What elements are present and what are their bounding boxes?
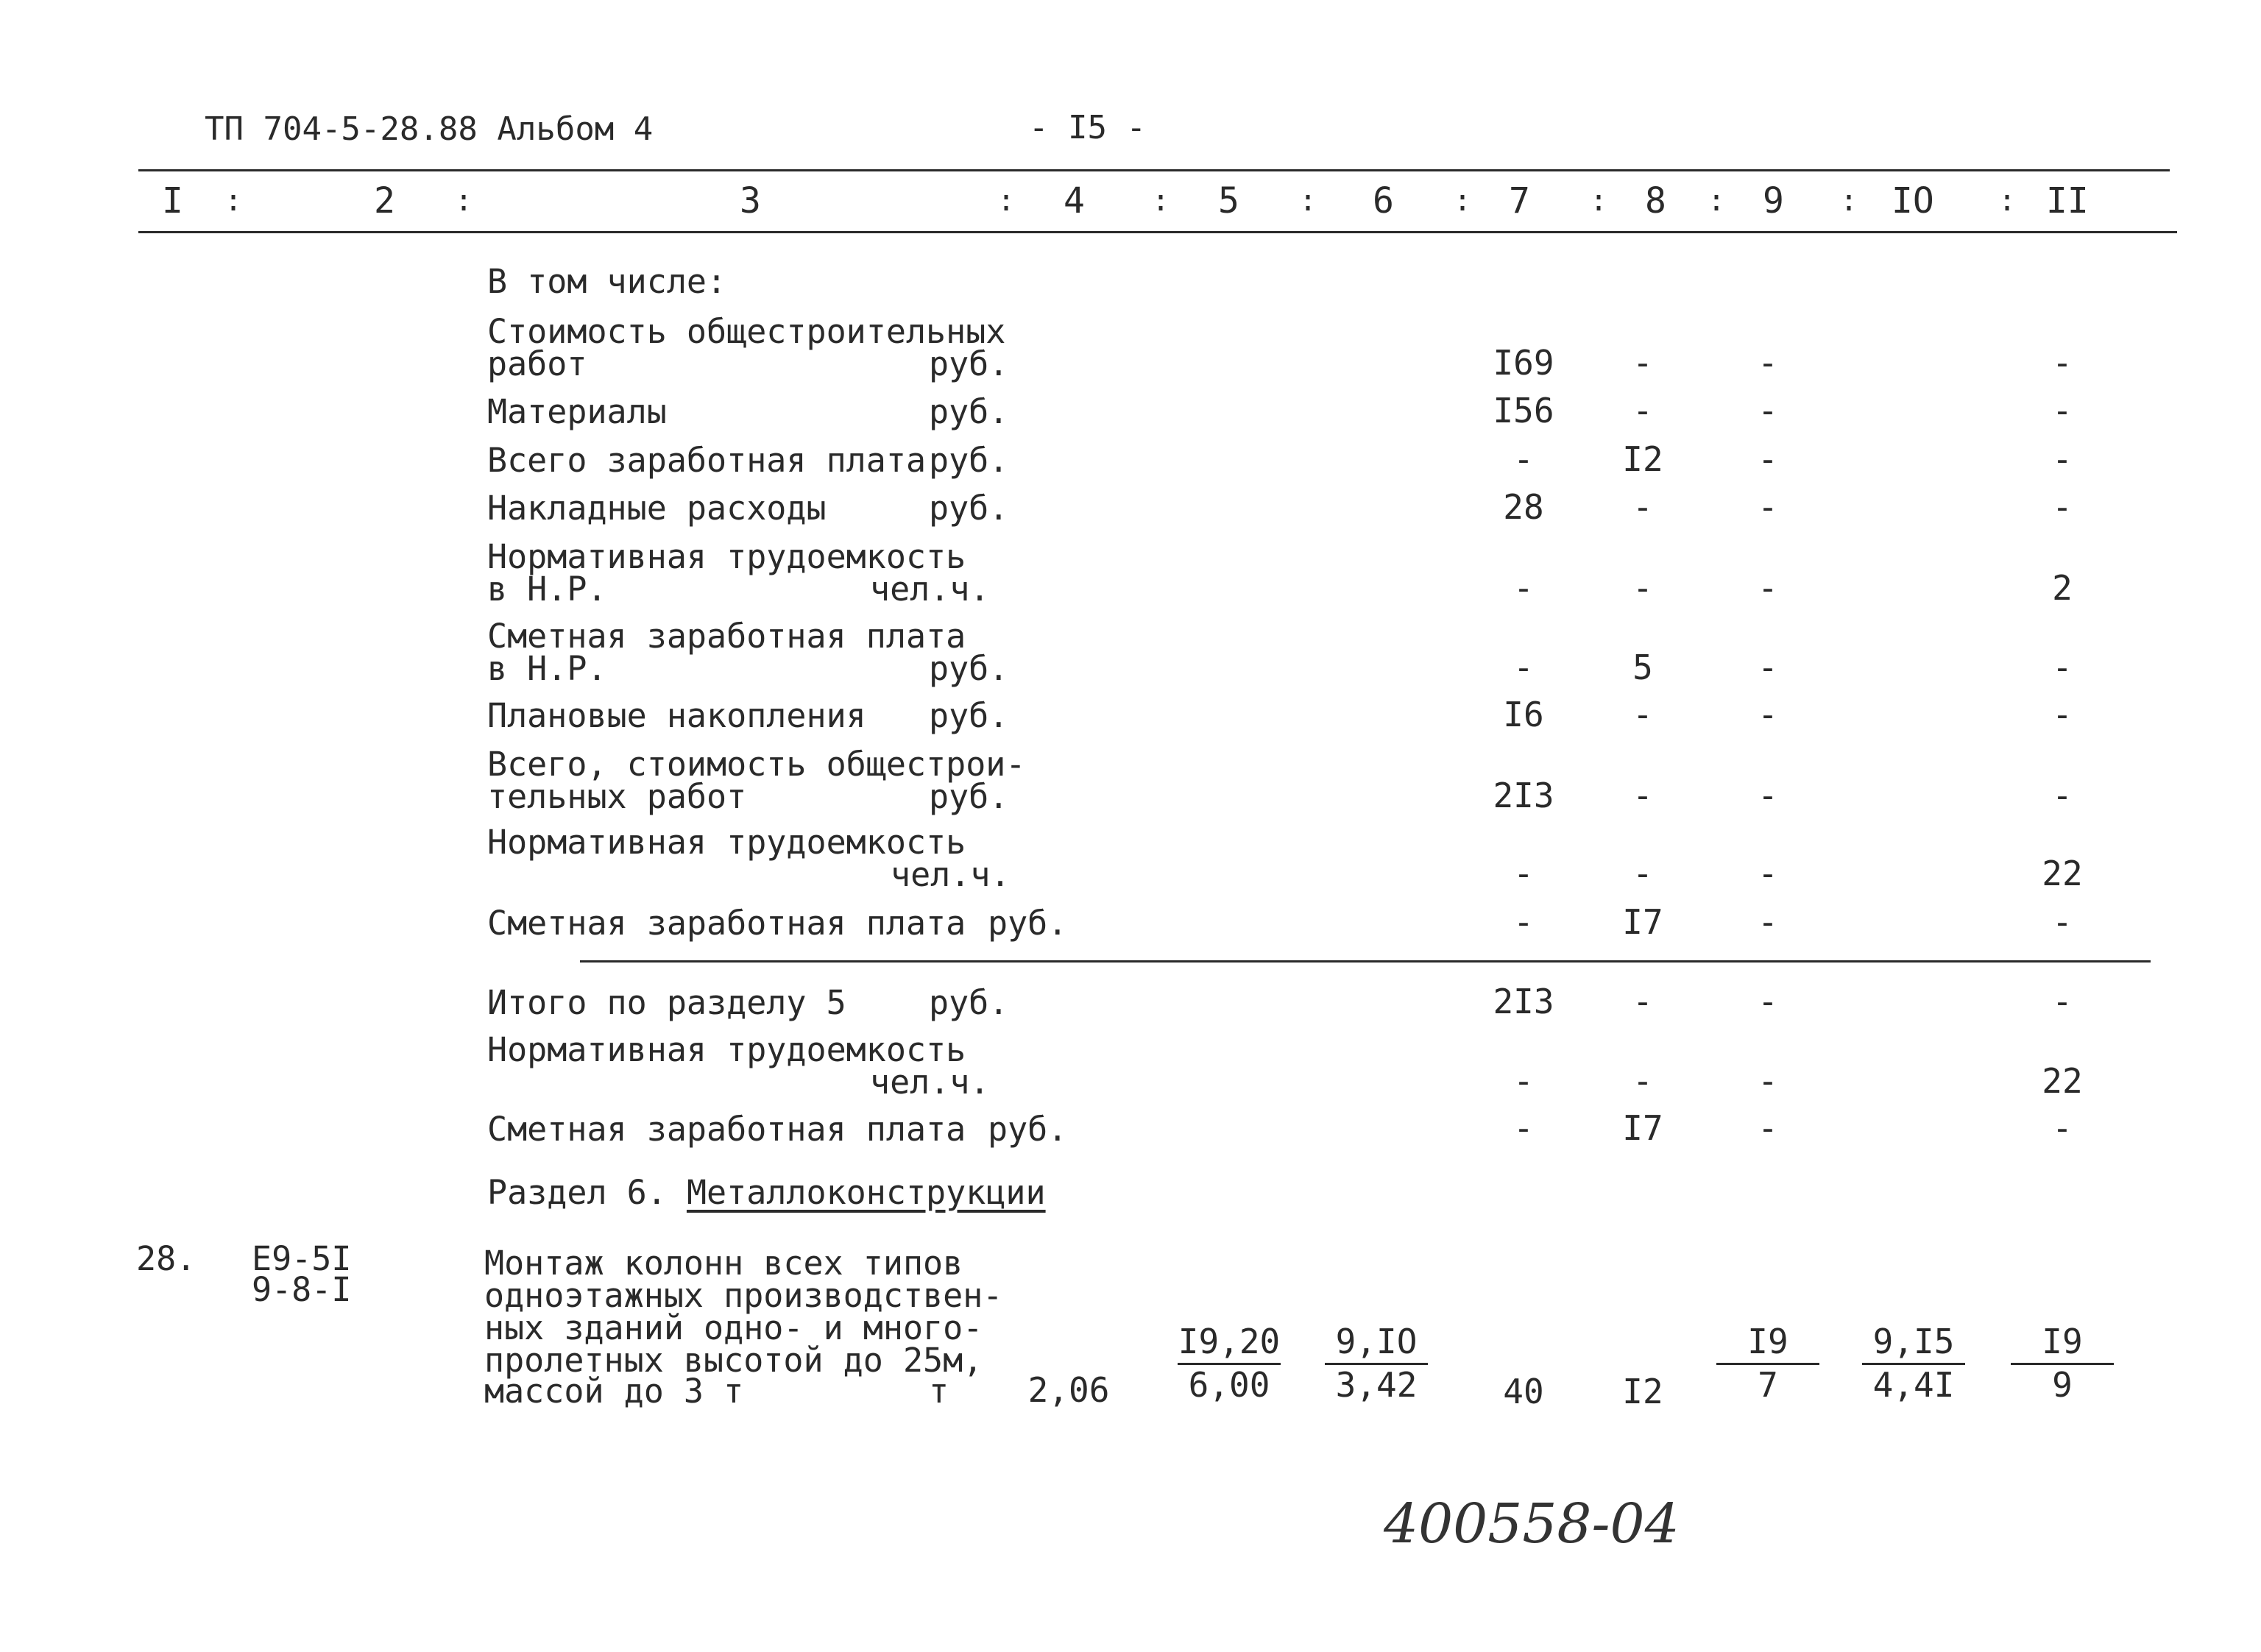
section-title <box>487 1173 1046 1212</box>
row-label: Всего, стоимость общестрои- <box>487 745 1026 784</box>
cell-col8: - <box>1632 568 1653 608</box>
col-header-11: II <box>2046 180 2089 221</box>
col-separator: : <box>1299 184 1317 218</box>
row-label: Нормативная трудоемкость <box>487 537 966 576</box>
item-col5 <box>1178 1322 1281 1405</box>
item-code: 9-8-I <box>252 1270 352 1309</box>
col-header-10: IO <box>1892 180 1934 221</box>
row-label: Всего заработная плата <box>487 441 927 480</box>
total-label: Итого по разделу 5 <box>487 983 846 1022</box>
row-label: Накладные расходы <box>487 489 827 528</box>
cell-col11: - <box>2052 487 2073 527</box>
total-col9: - <box>1758 982 1778 1021</box>
item-col9-bottom: 7 <box>1758 1365 1778 1405</box>
total-col9: - <box>1758 1061 1778 1101</box>
row-unit: руб. <box>988 904 1068 943</box>
cell-col11: - <box>2052 439 2073 479</box>
cell-col8: - <box>1632 391 1653 430</box>
row-unit: руб. <box>929 696 1009 735</box>
cell-col9: - <box>1758 648 1778 687</box>
item-col11 <box>2011 1322 2114 1405</box>
item-col11-top: I9 <box>2011 1322 2114 1365</box>
cell-col7: - <box>1513 439 1534 479</box>
cell-col11: - <box>2052 343 2073 383</box>
cell-col7: I56 <box>1493 391 1554 430</box>
item-desc-line: Монтаж колонн всех типов <box>484 1244 963 1283</box>
item-col6-bottom: 3,42 <box>1335 1365 1418 1405</box>
col-separator: : <box>1840 184 1858 218</box>
row-unit: руб. <box>929 777 1009 816</box>
row-label: Нормативная трудоемкость <box>487 823 966 862</box>
item-col9 <box>1716 1322 1819 1405</box>
handwritten-inventory-number: 400558-04 <box>1384 1492 1680 1556</box>
cell-col7: 2I3 <box>1493 776 1554 815</box>
col-separator: : <box>997 184 1016 218</box>
cell-col9: - <box>1758 391 1778 430</box>
row-unit: руб. <box>929 441 1009 480</box>
row-label: Плановые накопления <box>487 696 866 735</box>
cell-col9: - <box>1758 854 1778 893</box>
item-code: Е9-5I <box>252 1239 352 1278</box>
row-label: тельных работ <box>487 777 747 816</box>
item-col5-bottom: 6,00 <box>1188 1365 1270 1405</box>
col-header-6: 6 <box>1373 180 1394 221</box>
col-header-2: 2 <box>374 180 395 221</box>
cell-col9: - <box>1758 343 1778 383</box>
item-number: 28. <box>136 1239 197 1278</box>
cell-col7: I6 <box>1503 695 1544 734</box>
cell-col11: - <box>2052 902 2073 942</box>
total-col8: I7 <box>1622 1108 1663 1148</box>
cell-col7: - <box>1513 902 1534 942</box>
item-col10-top: 9,I5 <box>1862 1322 1965 1365</box>
col-separator: : <box>1998 184 2017 218</box>
row-unit: чел.ч. <box>891 855 1011 894</box>
cell-col9: - <box>1758 776 1778 815</box>
total-col11: 22 <box>2042 1061 2083 1101</box>
item-unit: т <box>929 1372 949 1411</box>
cell-col11: 2 <box>2052 568 2073 608</box>
col-separator: : <box>1152 184 1170 218</box>
cell-col8: - <box>1632 695 1653 734</box>
item-col6 <box>1325 1322 1428 1405</box>
col-separator: : <box>1708 184 1726 218</box>
item-col8: I2 <box>1622 1372 1663 1411</box>
item-col5-top: I9,20 <box>1178 1322 1281 1365</box>
row-unit: руб. <box>929 392 1009 431</box>
total-col9: - <box>1758 1108 1778 1148</box>
cell-col7: - <box>1513 568 1534 608</box>
total-col7: - <box>1513 1061 1534 1101</box>
item-desc-line: одноэтажных производствен- <box>484 1276 1003 1315</box>
breakdown-intro: В том числе: <box>487 262 727 301</box>
cell-col11: - <box>2052 648 2073 687</box>
header-top-rule <box>138 169 2170 171</box>
col-header-7: 7 <box>1509 180 1530 221</box>
cell-col8: - <box>1632 343 1653 383</box>
total-unit: руб. <box>929 983 1009 1022</box>
item-col10-bottom: 4,4I <box>1872 1365 1955 1405</box>
totals-rule <box>580 960 2151 963</box>
row-label: в Н.Р. <box>487 570 607 609</box>
item-col11-bottom: 9 <box>2052 1365 2073 1405</box>
item-desc-line: массой до 3 т <box>484 1372 744 1411</box>
col-separator: : <box>455 184 473 218</box>
total-unit: руб. <box>988 1110 1068 1149</box>
cell-col11: - <box>2052 391 2073 430</box>
row-unit: чел.ч. <box>870 570 990 609</box>
section-title-prefix: Раздел 6. <box>487 1173 667 1212</box>
total-label: Нормативная трудоемкость <box>487 1030 966 1069</box>
cell-col11: - <box>2052 695 2073 734</box>
row-label: Сметная заработная плата <box>487 904 966 943</box>
cell-col8: - <box>1632 776 1653 815</box>
total-unit: чел.ч. <box>870 1063 990 1102</box>
row-label: в Н.Р. <box>487 649 607 688</box>
cell-col7: I69 <box>1493 343 1554 383</box>
total-col11: - <box>2052 1108 2073 1148</box>
cell-col9: - <box>1758 695 1778 734</box>
item-col6-top: 9,IO <box>1325 1322 1428 1365</box>
section-title-name: Металлоконструкции <box>686 1173 1046 1212</box>
cell-col9: - <box>1758 439 1778 479</box>
col-header-4: 4 <box>1064 180 1085 221</box>
total-col11: - <box>2052 982 2073 1021</box>
total-col7: 2I3 <box>1493 982 1554 1021</box>
cell-col8: I2 <box>1622 439 1663 479</box>
cell-col8: 5 <box>1632 648 1653 687</box>
row-label: Сметная заработная плата <box>487 617 966 656</box>
col-separator: : <box>1454 184 1472 218</box>
page-number: - I5 - <box>1029 109 1146 146</box>
cell-col8: - <box>1632 487 1653 527</box>
item-col10 <box>1862 1322 1965 1405</box>
col-header-8: 8 <box>1645 180 1666 221</box>
row-label: Материалы <box>487 392 667 431</box>
item-desc-line: пролетных высотой до 25м, <box>484 1341 983 1380</box>
row-unit: руб. <box>929 344 1009 383</box>
document-code: ТП 704-5-28.88 Альбом 4 <box>205 110 654 148</box>
cell-col9: - <box>1758 568 1778 608</box>
cell-col8: - <box>1632 854 1653 893</box>
cell-col11: 22 <box>2042 854 2083 893</box>
col-separator: : <box>1590 184 1608 218</box>
row-unit: руб. <box>929 489 1009 528</box>
cell-col9: - <box>1758 487 1778 527</box>
total-col8: - <box>1632 1061 1653 1101</box>
cell-col7: 28 <box>1503 487 1544 527</box>
col-separator: : <box>224 184 243 218</box>
cell-col8: I7 <box>1622 902 1663 942</box>
item-col4: 2,06 <box>1027 1370 1110 1410</box>
col-header-5: 5 <box>1218 180 1239 221</box>
col-header-1: I <box>162 180 183 221</box>
row-label: работ <box>487 344 587 383</box>
total-col7: - <box>1513 1108 1534 1148</box>
item-col7: 40 <box>1503 1372 1544 1411</box>
col-header-9: 9 <box>1763 180 1784 221</box>
cell-col9: - <box>1758 902 1778 942</box>
row-unit: руб. <box>929 649 1009 688</box>
cell-col11: - <box>2052 776 2073 815</box>
header-bottom-rule <box>138 231 2177 233</box>
total-col8: - <box>1632 982 1653 1021</box>
row-label: Стоимость общестроительных <box>487 312 1006 351</box>
col-header-3: 3 <box>740 180 761 221</box>
item-col9-top: I9 <box>1716 1322 1819 1365</box>
total-label: Сметная заработная плата <box>487 1110 966 1149</box>
item-desc-line: ных зданий одно- и много- <box>484 1308 983 1347</box>
cell-col7: - <box>1513 854 1534 893</box>
cell-col7: - <box>1513 648 1534 687</box>
